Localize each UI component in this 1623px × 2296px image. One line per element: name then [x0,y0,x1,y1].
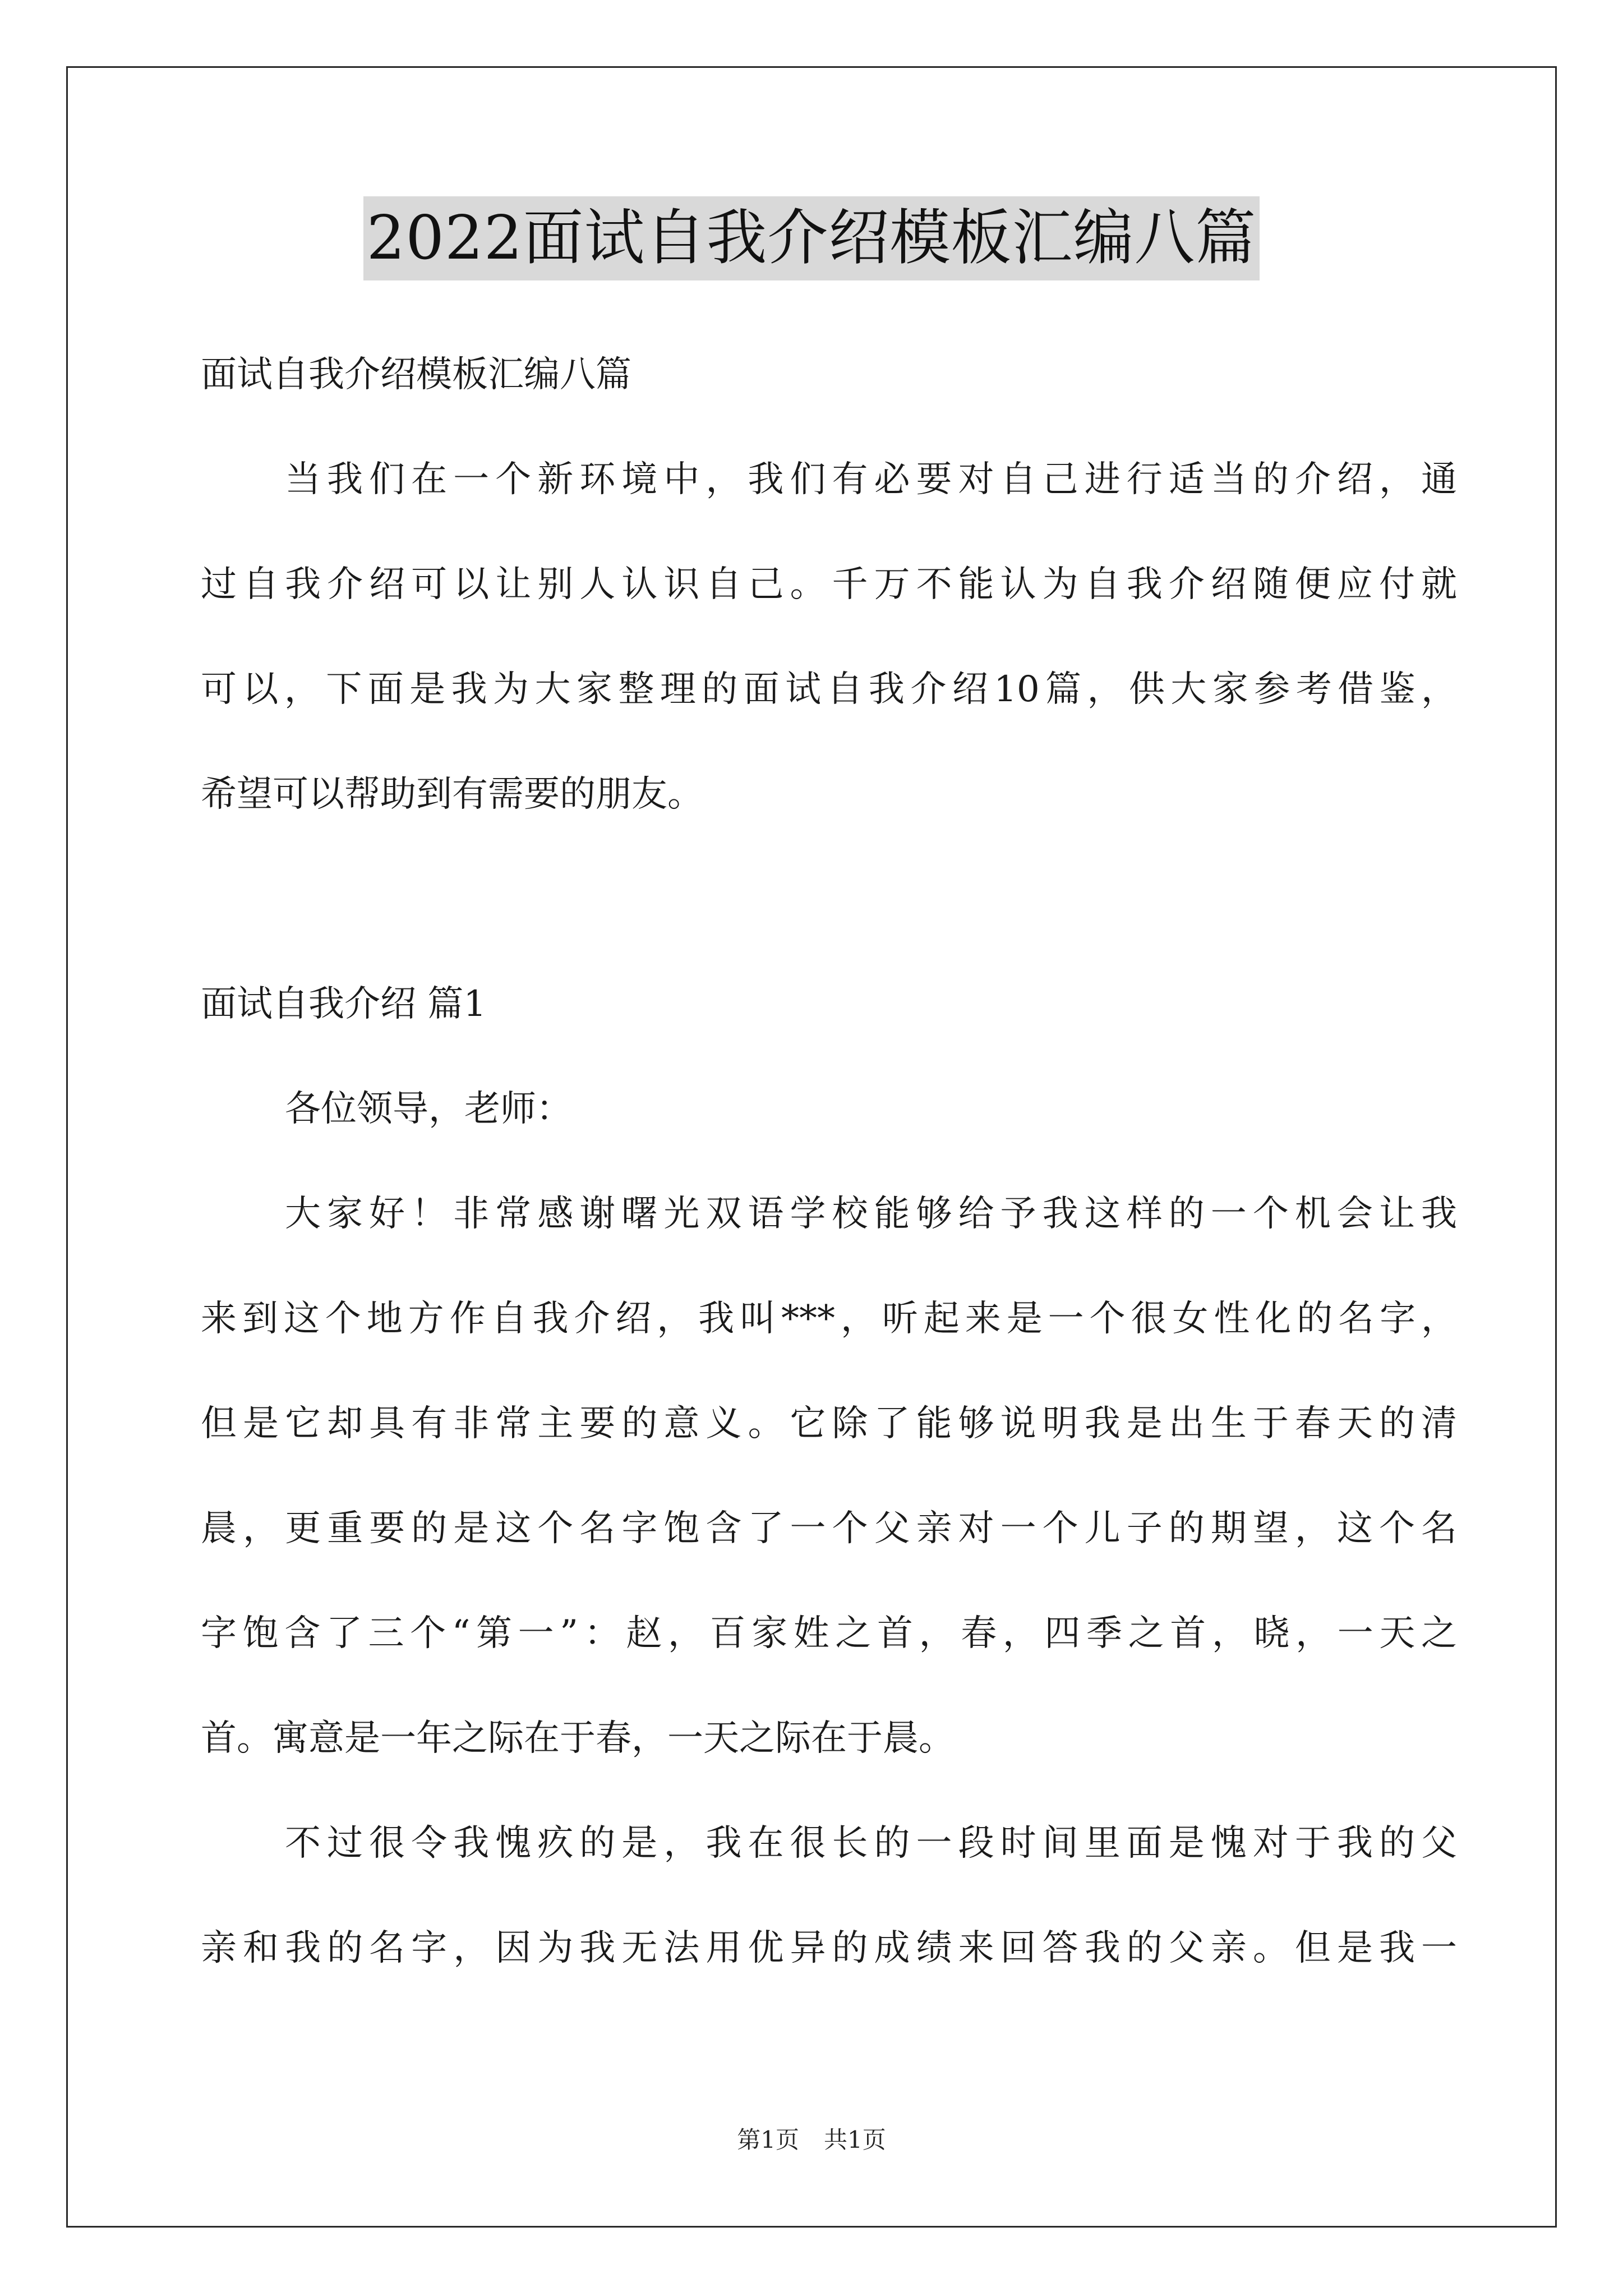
intro-line: 过自我介绍可以让别人认识自己。千万不能认为自我介绍随便应付就 [201,564,1457,605]
page-number: 第1页 [737,2126,799,2154]
paragraph-line: 来到这个地方作自我介绍，我叫***，听起来是一个很女性化的名字， [201,1298,1457,1340]
paragraph-line: 但是它却具有非常主要的意义。它除了能够说明我是出生于春天的清 [201,1403,1457,1444]
greeting: 各位领导，老师： [285,1088,572,1130]
document-subtitle: 面试自我介绍模板汇编八篇 [201,354,631,395]
page-total: 共1页 [824,2126,886,2154]
paragraph-line: 首。寓意是一年之际在于春，一天之际在于晨。 [201,1718,955,1759]
paragraph-line: 不过很令我愧疚的是，我在很长的一段时间里面是愧对于我的父 [285,1823,1457,1864]
section-heading: 面试自我介绍 篇1 [201,983,487,1025]
page-footer [0,2123,1623,2157]
intro-line: 可以，下面是我为大家整理的面试自我介绍10篇，供大家参考借鉴， [201,669,1457,710]
intro-line: 希望可以帮助到有需要的朋友。 [201,774,703,815]
paragraph-line: 字饱含了三个“第一”：赵，百家姓之首，春，四季之首，晓，一天之 [201,1613,1457,1654]
paragraph-line: 大家好！非常感谢曙光双语学校能够给予我这样的一个机会让我 [285,1193,1457,1235]
paragraph-line: 晨，更重要的是这个名字饱含了一个父亲对一个儿子的期望，这个名 [201,1508,1457,1549]
document-body [201,323,1457,2001]
intro-line: 当我们在一个新环境中，我们有必要对自己进行适当的介绍，通 [285,459,1457,500]
title-wrap [0,196,1623,280]
paragraph-gap [201,847,1457,952]
paragraph-line: 亲和我的名字，因为我无法用优异的成绩来回答我的父亲。但是我一 [201,1927,1457,1969]
document-title: 2022面试自我介绍模板汇编八篇 [363,196,1260,280]
